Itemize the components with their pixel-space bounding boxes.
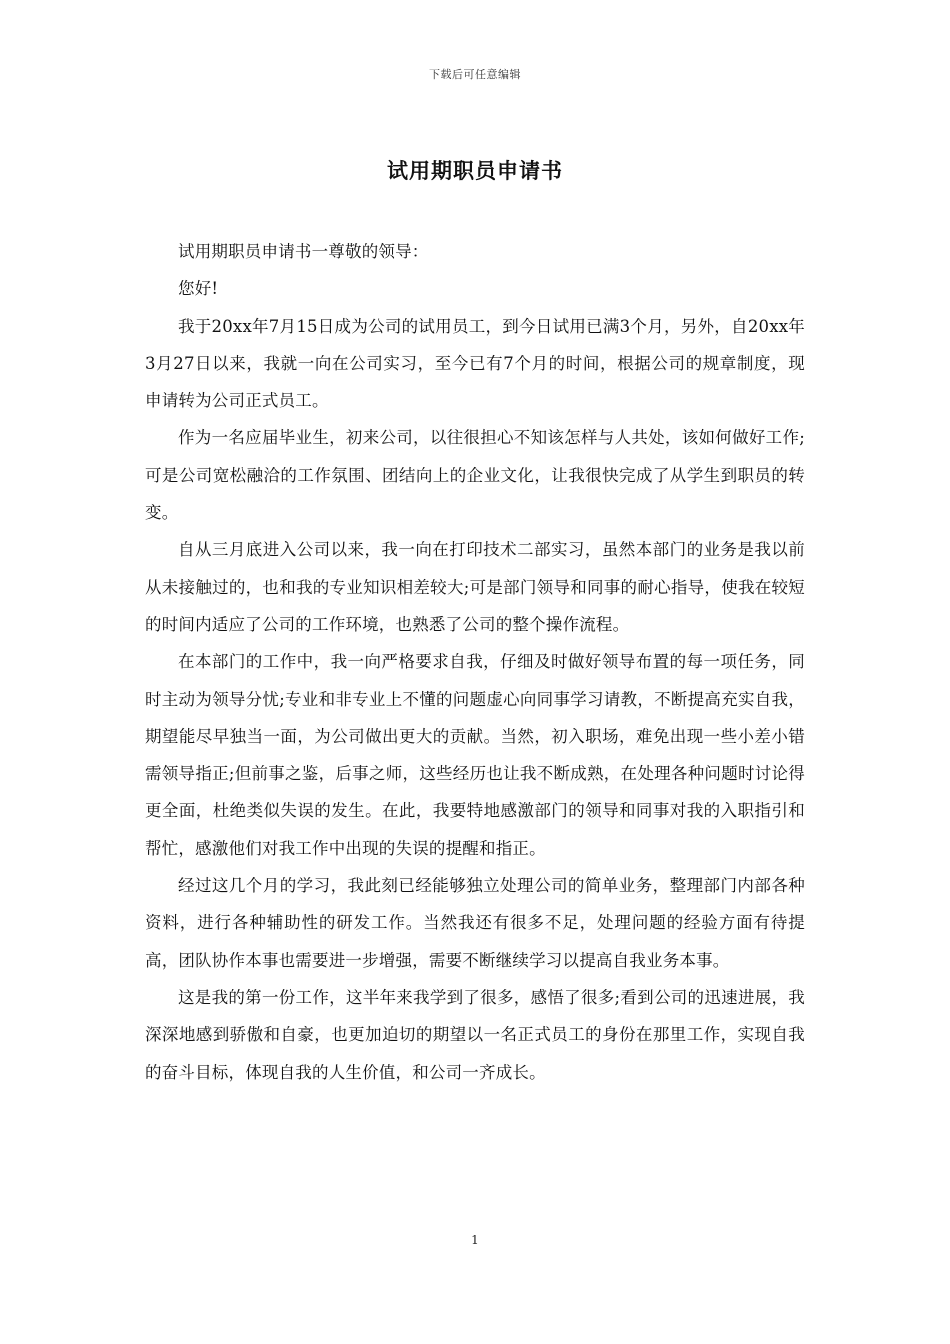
body-paragraph: 自从三月底进入公司以来，我一向在打印技术二部实习，虽然本部门的业务是我以前从未接触过的，也和我的专业知识相差较大;可是部门领导和同事的耐心指导，使我在较短的时间内适应了公司的工作环境，也熟悉了公司的整个操作流程。 xyxy=(145,540,805,634)
salutation-line: 试用期职员申请书一尊敬的领导： xyxy=(178,242,429,261)
header-note: 下载后可任意编辑 xyxy=(429,68,521,81)
body-paragraph: 我于20xx年7月15日成为公司的试用员工，到今日试用已满3个月，另外，自20xx年3月27日以来，我就一向在公司实习，至今已有7个月的时间，根据公司的规章制度，现申请转为公司正式员工。 xyxy=(145,316,805,411)
body-paragraph: 作为一名应届毕业生，初来公司，以往很担心不知该怎样与人共处，该如何做好工作;可是公司宽松融洽的工作氛围、团结向上的企业文化，让我很快完成了从学生到职员的转变。 xyxy=(145,428,805,523)
page-number: 1 xyxy=(471,1233,479,1247)
document-body xyxy=(145,233,805,1091)
body-paragraph: 这是我的第一份工作，这半年来我学到了很多，感悟了很多;看到公司的迅速进展，我深深地感到骄傲和自豪，也更加迫切的期望以一名正式员工的身份在那里工作，实现自我的奋斗目标，体现自我的人生价值，和公司一齐成长。 xyxy=(145,987,805,1082)
document-title: 试用期职员申请书 xyxy=(387,159,563,183)
body-paragraph: 在本部门的工作中，我一向严格要求自我，仔细及时做好领导布置的每一项任务，同时主动为领导分忧;专业和非专业上不懂的问题虚心向同事学习请教，不断提高充实自我，期望能尽早独当一面，为公司做出更大的贡献。当然，初入职场，难免出现一些小差小错需领导指正;但前事之鉴，后事之师，这些经历也让我不断成熟，在处理各种问题时讨论得更全面，杜绝类似失误的发生。在此，我要特地感激部门的领导和同事对我的入职指引和帮忙，感激他们对我工作中出现的失误的提醒和指正。 xyxy=(145,652,805,858)
greeting-line: 您好! xyxy=(178,279,219,299)
body-paragraph: 经过这几个月的学习，我此刻已经能够独立处理公司的简单业务，整理部门内部各种资料，进行各种辅助性的研发工作。当然我还有很多不足，处理问题的经验方面有待提高，团队协作本事也需要进一步增强，需要不断继续学习以提高自我业务本事。 xyxy=(145,876,805,970)
